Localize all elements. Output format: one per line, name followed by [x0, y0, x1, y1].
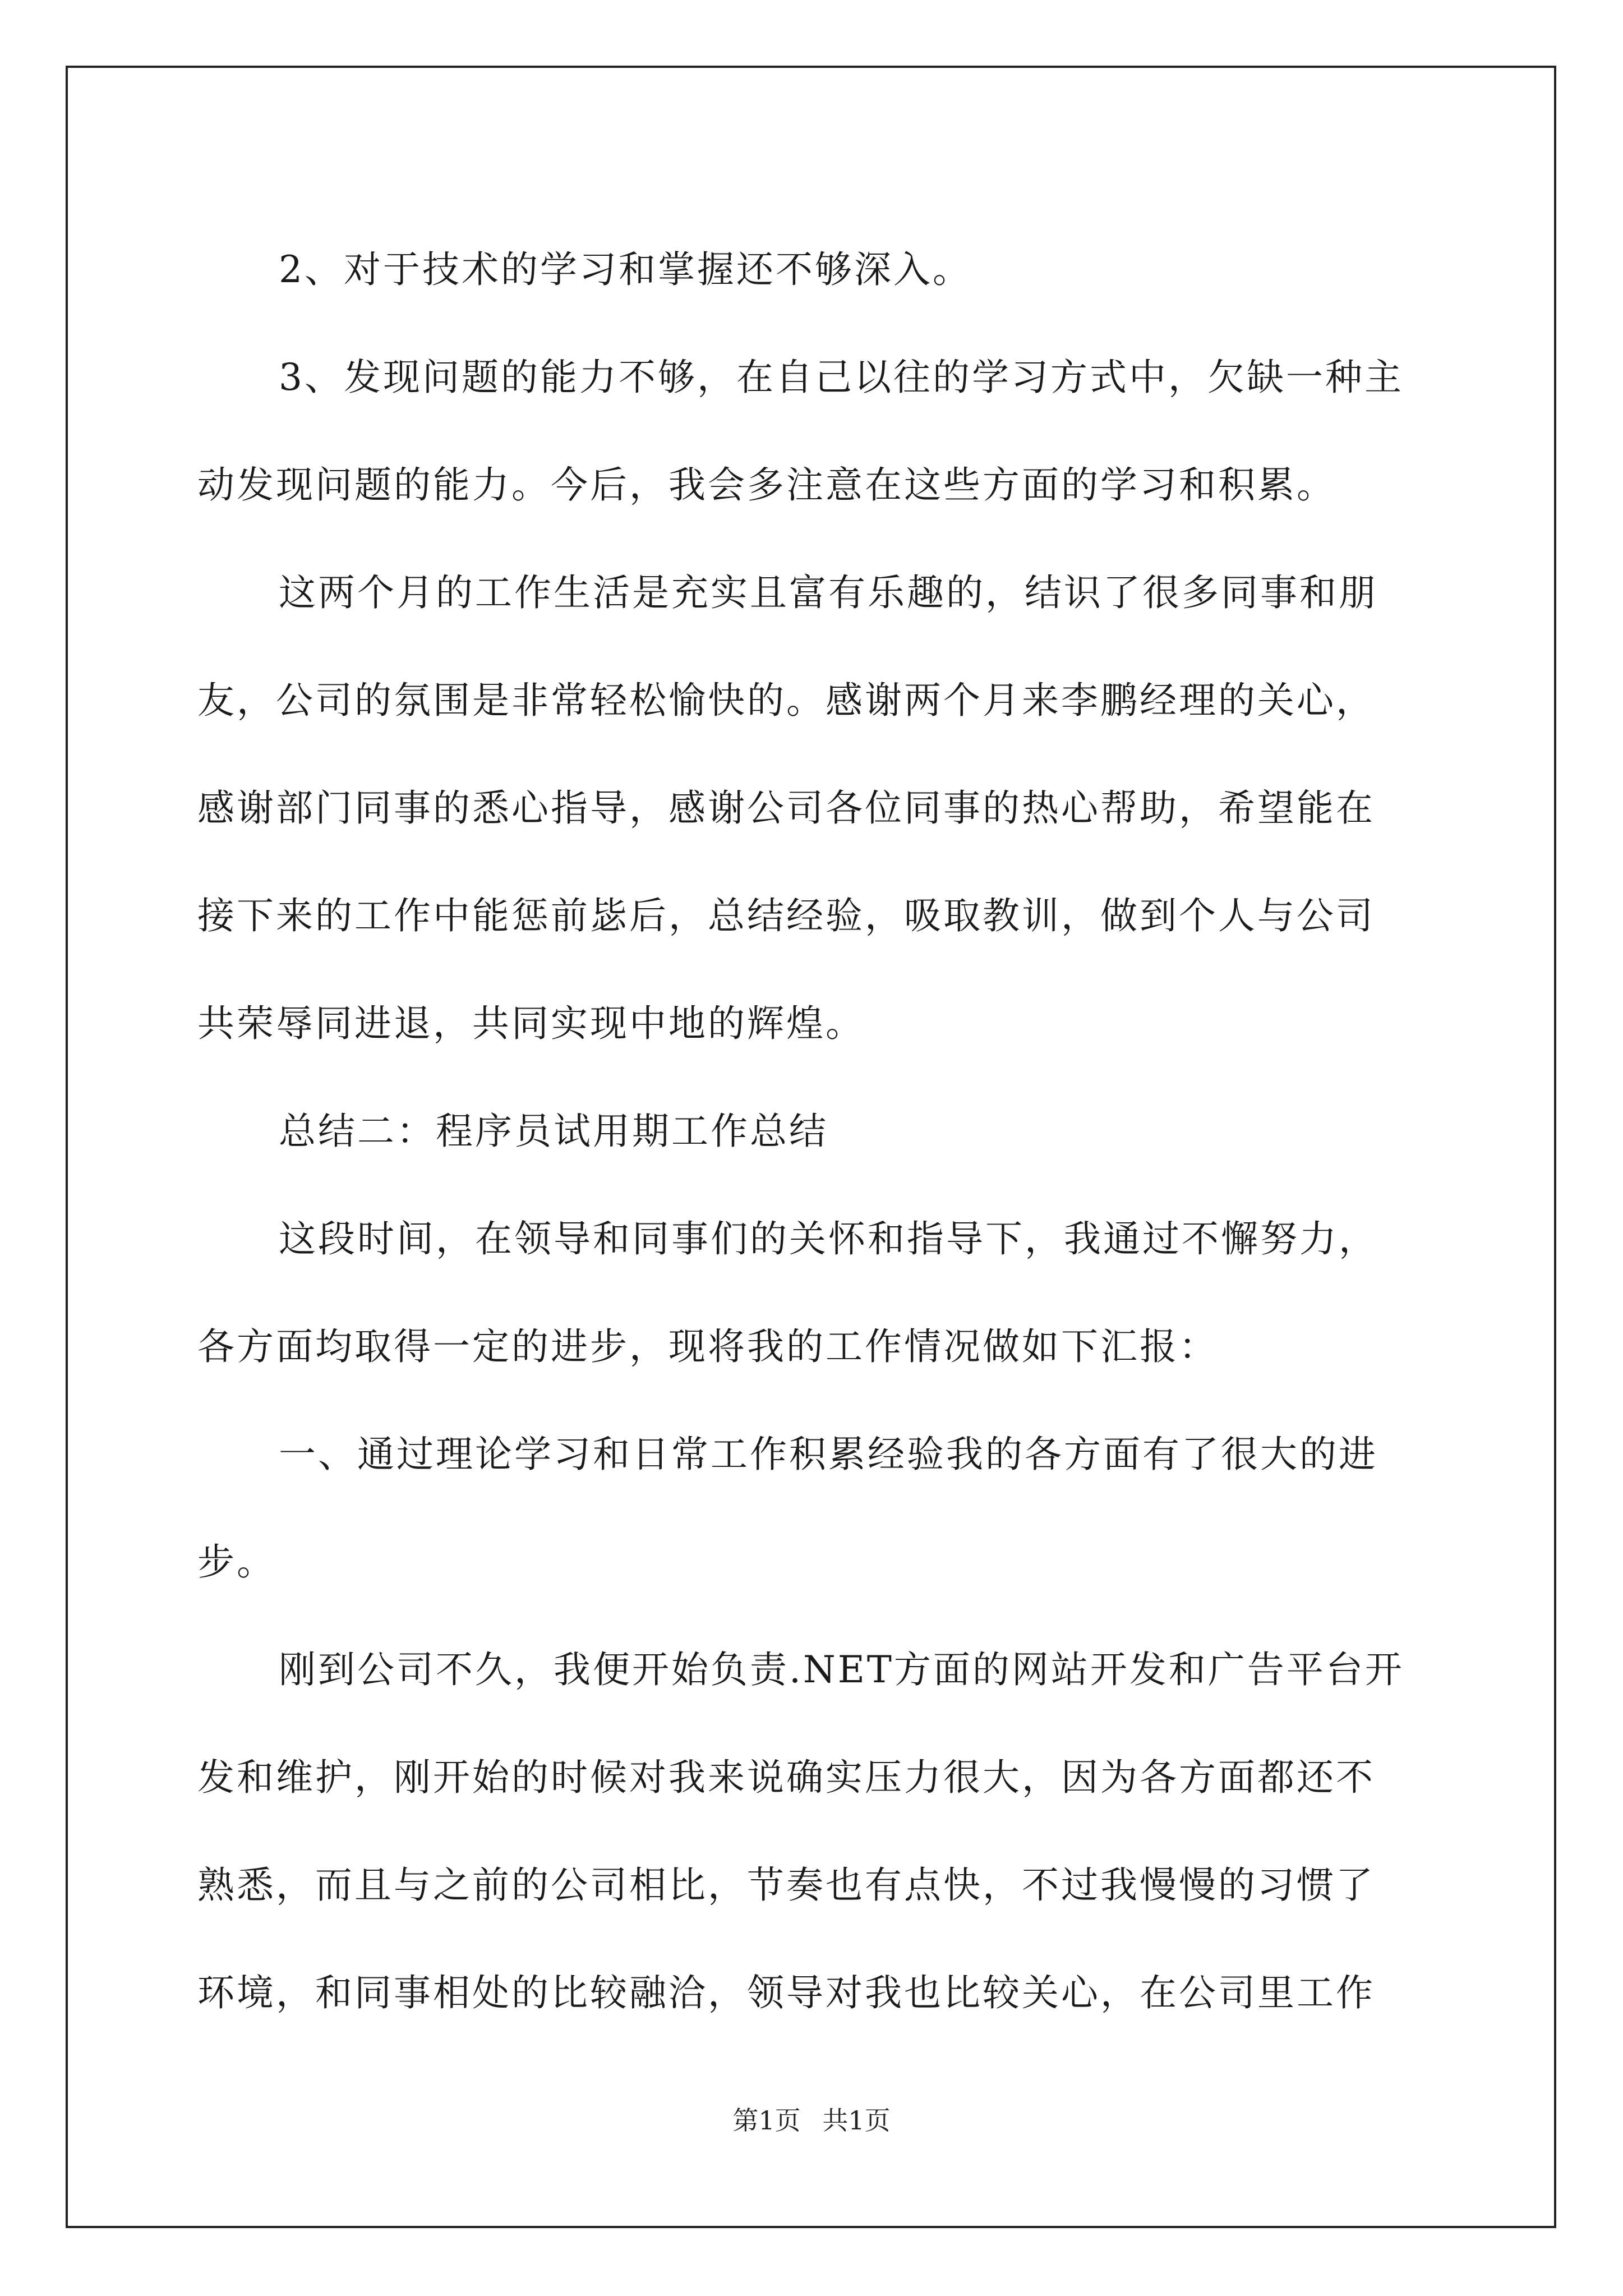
text-line: 各方面均取得一定的进步，现将我的工作情况做如下汇报：	[197, 1325, 1218, 1368]
section-heading: 总结二：程序员试用期工作总结	[279, 1110, 828, 1153]
text-line: 动发现问题的能力。今后，我会多注意在这些方面的学习和积累。	[197, 463, 1336, 507]
text-line: 一、通过理论学习和日常工作积累经验我的各方面有了很大的进	[279, 1433, 1378, 1476]
text-line: 2、对于技术的学习和掌握还不够深入。	[279, 248, 972, 291]
text-line: 熟悉，而且与之前的公司相比，节奏也有点快，不过我慢慢的习惯了	[197, 1864, 1375, 1907]
text-line: 步。	[197, 1540, 276, 1584]
text-line: 接下来的工作中能惩前毖后，总结经验，吸取教训，做到个人与公司	[197, 894, 1375, 937]
text-line: 3、发现问题的能力不够，在自己以往的学习方式中，欠缺一种主	[279, 356, 1404, 399]
text-line: 这两个月的工作生活是充实且富有乐趣的，结识了很多同事和朋	[279, 571, 1378, 614]
document-body	[197, 216, 1431, 2047]
text-line: 感谢部门同事的悉心指导，感谢公司各位同事的热心帮助，希望能在	[197, 786, 1375, 830]
page-number: 第1页	[732, 2105, 801, 2136]
text-line: 共荣辱同进退，共同实现中地的辉煌。	[197, 1002, 865, 1045]
text-line: 发和维护，刚开始的时候对我来说确实压力很大，因为各方面都还不	[197, 1756, 1375, 1799]
page-total: 共1页	[822, 2105, 891, 2136]
text-line: 刚到公司不久，我便开始负责.NET方面的网站开发和广告平台开	[279, 1648, 1404, 1691]
text-line: 这段时间，在领导和同事们的关怀和指导下，我通过不懈努力，	[279, 1217, 1378, 1260]
page-footer	[0, 2104, 1623, 2137]
text-line: 环境，和同事相处的比较融洽，领导对我也比较关心，在公司里工作	[197, 1971, 1375, 2014]
text-line: 友，公司的氛围是非常轻松愉快的。感谢两个月来李鹏经理的关心，	[197, 679, 1375, 722]
